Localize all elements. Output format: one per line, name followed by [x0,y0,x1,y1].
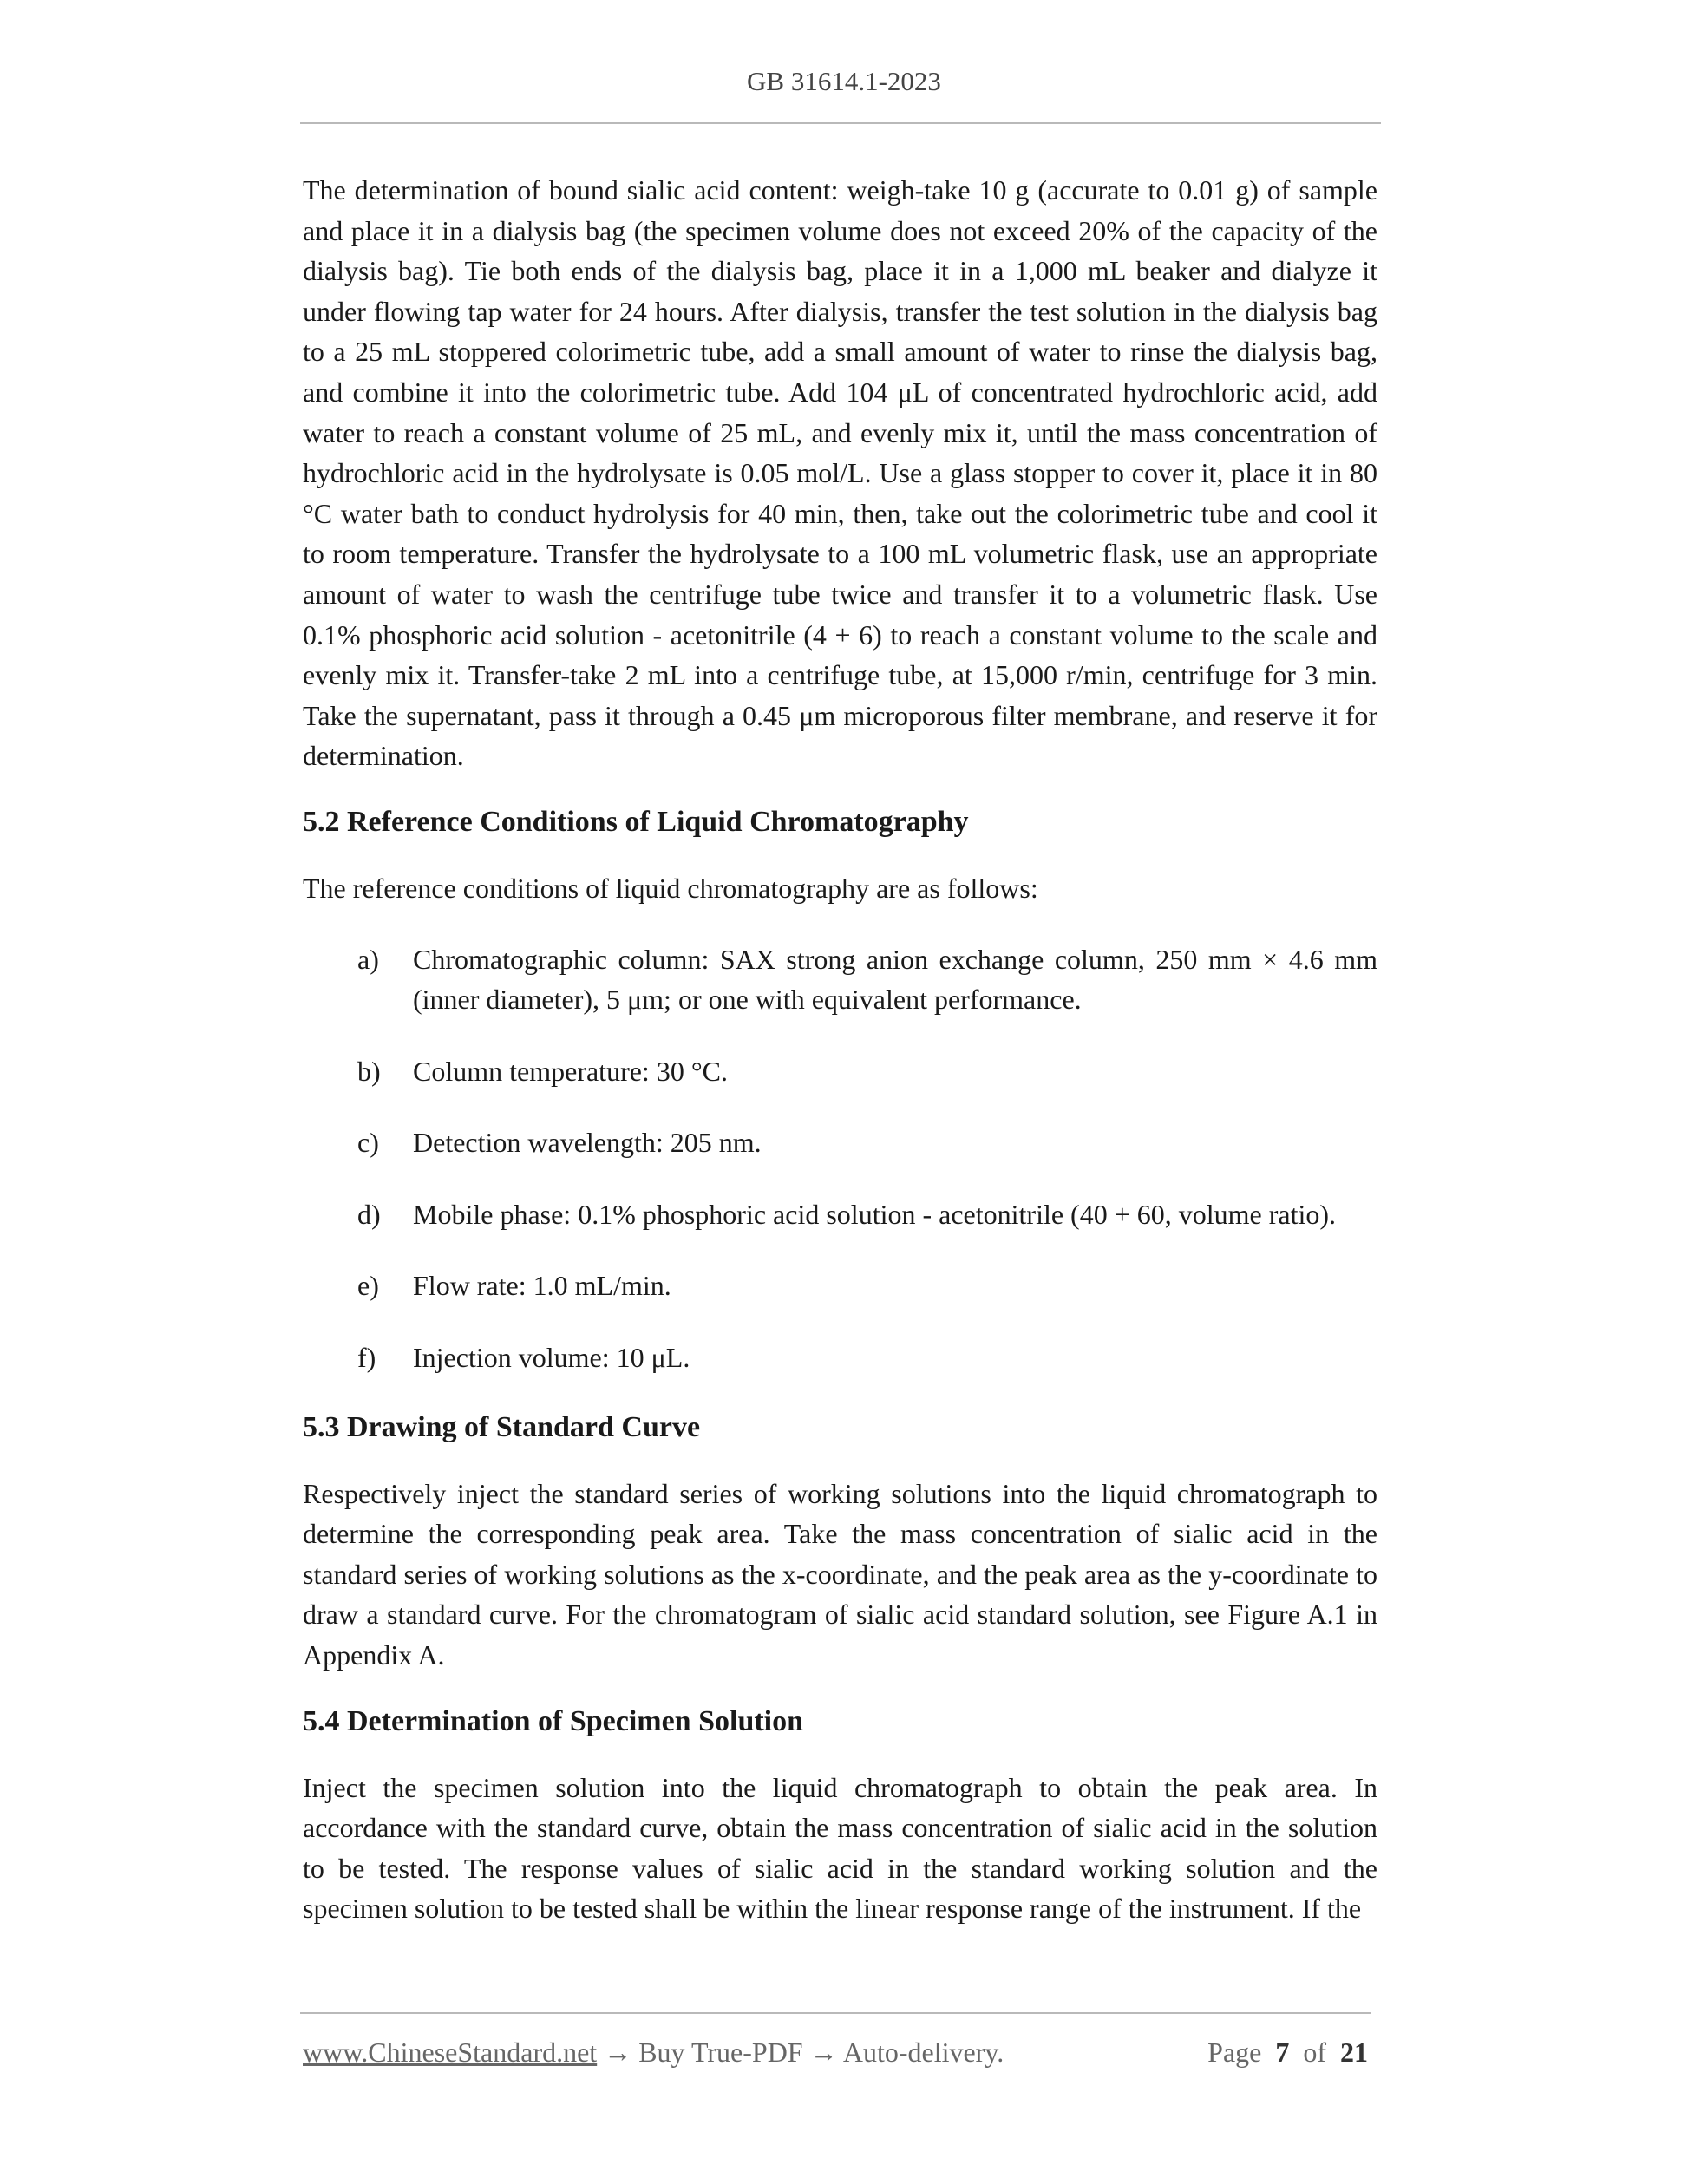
page-indicator [1207,2032,1368,2072]
section-5-3-text: Respectively inject the standard series of working solutions into the liquid chromatograph to determine the corresponding peak area. Take the mass concentration of sialic acid in the standard series of working solutions as the x-coordinate, and the peak area as the y-coordinate to draw a standard curve. For the chromatogram of sialic acid standard solution, see Figure A.1 in Appendix A. [303,1477,1377,1671]
list-marker: d) [357,1198,381,1230]
list-item [303,1337,1377,1378]
list-item-text: Injection volume: 10 μL. [413,1342,690,1374]
section-5-2-heading: 5.2 Reference Conditions of Liquid Chromatography [303,805,969,838]
list-item-text: Detection wavelength: 205 nm. [413,1127,762,1159]
section-5-4-text: Inject the specimen solution into the liquid chromatograph to obtain the peak area. In accordance with the standard curve, obtain the mass concentration of sialic acid in the solution to be tested. The response values of sialic acid in the standard working solution and the specimen solution to be tested shall be within the linear response range of the instrument. If the [303,1771,1377,1925]
list-item [303,939,1377,1020]
page-of-label: of [1303,2037,1326,2068]
page-header-title: GB 31614.1-2023 [747,66,941,96]
list-item [303,1051,1377,1092]
arrow-right-icon: → [809,2037,838,2068]
section-5-4-heading: 5.4 Determination of Specimen Solution [303,1704,804,1737]
page-footer [303,2032,1368,2072]
page-number: 7 [1275,2037,1290,2068]
footer-delivery-text: Auto-delivery. [842,2037,1004,2068]
list-item-text: Flow rate: 1.0 mL/min. [413,1270,671,1302]
list-item [303,1265,1377,1306]
footer-divider [300,2012,1371,2014]
list-item [303,1194,1377,1235]
section-5-3-heading: 5.3 Drawing of Standard Curve [303,1410,701,1443]
list-item [303,1122,1377,1163]
list-item-text: Mobile phase: 0.1% phosphoric acid solution - acetonitrile (40 + 60, volume ratio). [413,1198,1337,1230]
list-marker: b) [357,1055,381,1087]
footer-buy-text: Buy True-PDF [638,2037,803,2068]
list-marker: c) [357,1127,379,1159]
list-marker: f) [357,1342,376,1374]
intro-paragraph: The determination of bound sialic acid content: weigh-take 10 g (accurate to 0.01 g) of sample and place it in a dialysis bag (the specimen volume does not exceed 20% of the capacity of the dialysis bag). Tie both ends of the dialysis bag, place it in a 1,000 mL beaker and dialyze it under flowing tap water for 24 hours. After dialysis, transfer the test solution in the dialysis bag to a 25 mL stoppered colorimetric tube, add a small amount of water to rinse the dialysis bag, and combine it into the colorimetric tube. Add 104 μL of concentrated hydrochloric acid, add water to reach a constant volume of 25 mL, and evenly mix it, until the mass concentration of hydrochloric acid in the hydrolysate is 0.05 mol/L. Use a glass stopper to cover it, place it in 80 °C water bath to conduct hydrolysis for 40 min, then, take out the colorimetric tube and cool it to room temperature. Transfer the hydrolysate to a 100 mL volumetric flask, use an appropriate amount of water to wash the centrifuge tube twice and transfer it to a volumetric flask. Use 0.1% phosphoric acid solution - acetonitrile (4 + 6) to reach a constant volume to the scale and evenly mix it. Transfer-take 2 mL into a centrifuge tube, at 15,000 r/min, centrifuge for 3 min. Take the supernatant, pass it through a 0.45 μm microporous filter membrane, and reserve it for determination. [303,174,1377,772]
list-marker: a) [357,943,379,975]
page-label: Page [1207,2037,1262,2068]
reference-conditions-list [303,939,1377,1378]
page-content [303,170,1377,1929]
list-item-text: Chromatographic column: SAX strong anion exchange column, 250 mm × 4.6 mm (inner diameter), 5 μm; or one with equivalent performance. [413,943,1377,1016]
list-item-text: Column temperature: 30 °C. [413,1055,728,1087]
header-divider [300,122,1381,124]
page-total: 21 [1340,2037,1368,2068]
arrow-right-icon: → [604,2037,632,2068]
section-5-2-intro: The reference conditions of liquid chromatography are as follows: [303,872,1038,904]
list-marker: e) [357,1270,379,1302]
footer-site-link[interactable]: www.ChineseStandard.net [303,2037,598,2068]
